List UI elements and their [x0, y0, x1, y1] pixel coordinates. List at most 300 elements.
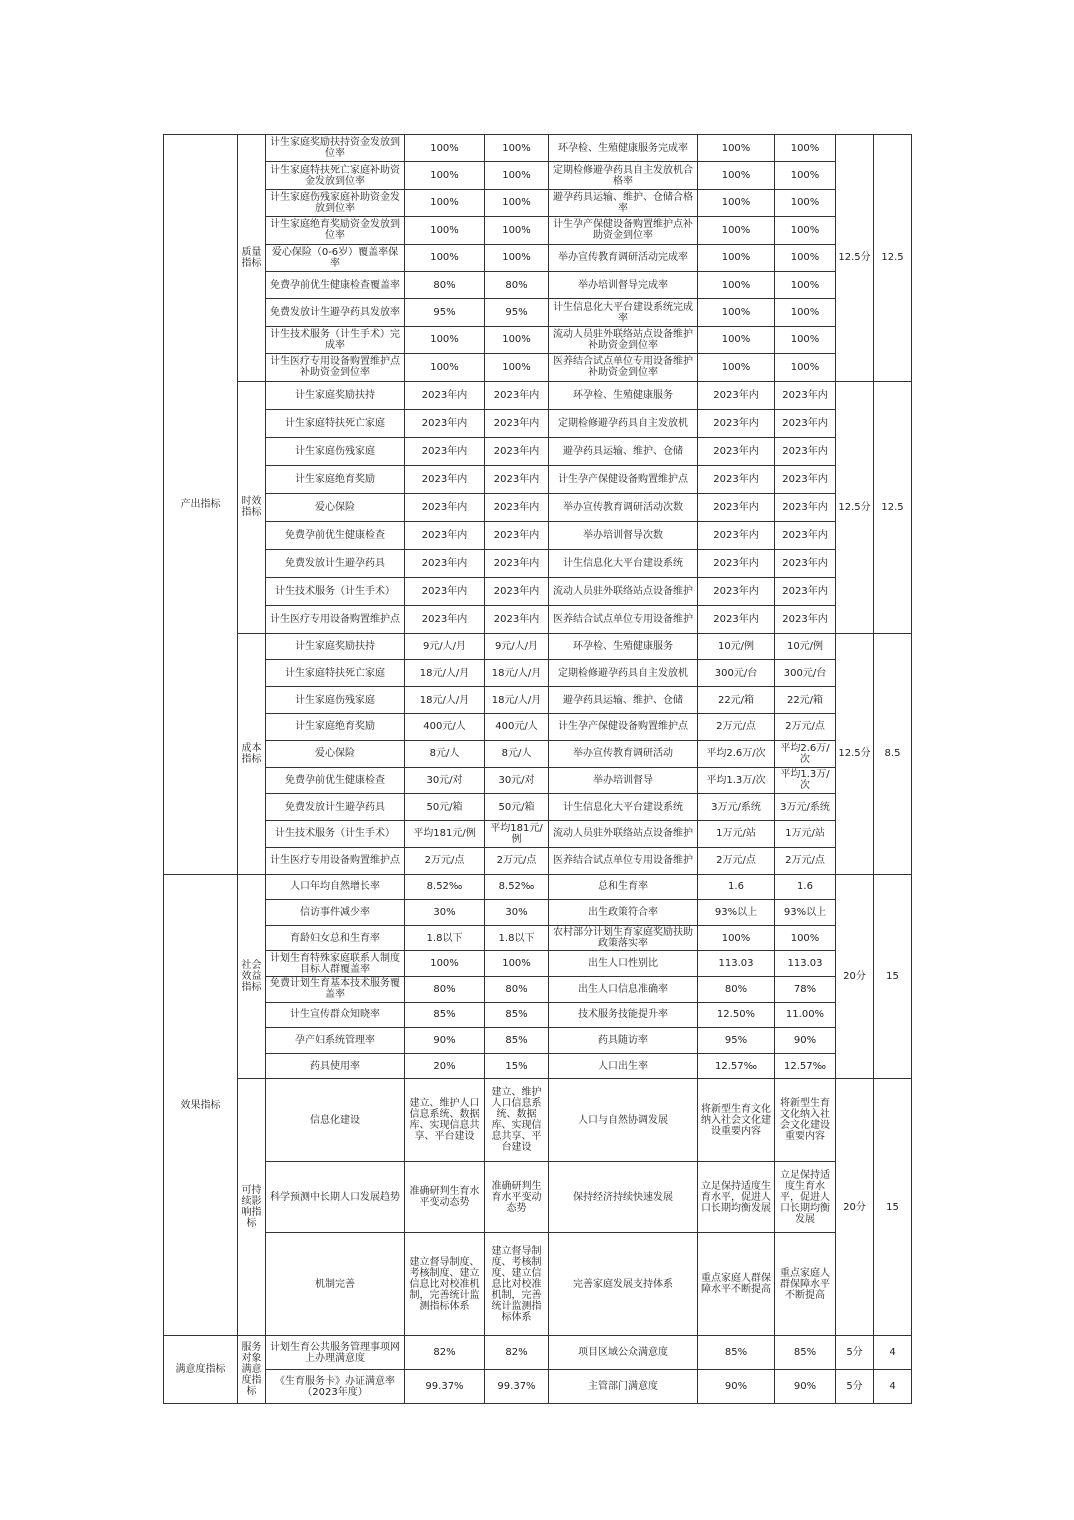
- table-row: [164, 687, 912, 714]
- indicator-name: 环孕检、生殖健康服务: [549, 633, 698, 660]
- actual-value: 100%: [775, 217, 836, 244]
- actual-value: 2023年内: [775, 493, 836, 521]
- actual-value: 100%: [485, 951, 549, 977]
- indicator-name: 计生家庭绝育奖励: [266, 465, 405, 493]
- indicator-name: 举办培训督导次数: [549, 521, 698, 549]
- indicator-name: 育龄妇女总和生育率: [266, 925, 405, 951]
- weight-score: 5分: [836, 1370, 874, 1404]
- table-row: [164, 660, 912, 687]
- target-value: 2023年内: [698, 549, 775, 577]
- actual-value: 22元/箱: [775, 687, 836, 714]
- actual-value: 100%: [485, 326, 549, 353]
- actual-value: 100%: [775, 162, 836, 189]
- target-value: 93%以上: [698, 900, 775, 926]
- actual-value: 1万元/站: [775, 821, 836, 848]
- table-row: [164, 767, 912, 794]
- actual-value: 2万元/点: [775, 847, 836, 874]
- target-value: 2023年内: [405, 465, 485, 493]
- actual-value: 100%: [485, 135, 549, 162]
- actual-value: 15%: [485, 1053, 549, 1079]
- table-row: [164, 271, 912, 298]
- weight-score: 12.5分: [836, 135, 874, 382]
- actual-value: 90%: [775, 1028, 836, 1054]
- target-value: 2023年内: [405, 605, 485, 633]
- indicator-name: 出生人口信息准确率: [549, 977, 698, 1003]
- indicator-name: 计生孕产保健设备购置维护点: [549, 713, 698, 740]
- indicator-name: 保持经济持续快速发展: [549, 1162, 698, 1233]
- target-value: 85%: [405, 1002, 485, 1028]
- actual-value: 30%: [485, 900, 549, 926]
- indicator-name: 爱心保险: [266, 493, 405, 521]
- target-value: 100%: [405, 326, 485, 353]
- table-row: [164, 821, 912, 848]
- indicator-name: 药具使用率: [266, 1053, 405, 1079]
- actual-value: 8.52‰: [485, 874, 549, 900]
- target-value: 30%: [405, 900, 485, 926]
- indicator-name: 流动人员驻外联络站点设备维护补助资金到位率: [549, 326, 698, 353]
- target-value: 95%: [698, 1028, 775, 1054]
- indicator-name: 药具随访率: [549, 1028, 698, 1054]
- indicator-name: 计生信息化大平台建设系统: [549, 549, 698, 577]
- indicator-name: 计生家庭奖励扶持: [266, 633, 405, 660]
- target-value: 2023年内: [405, 549, 485, 577]
- indicator-name: 计生家庭伤残家庭: [266, 437, 405, 465]
- actual-value: 85%: [775, 1336, 836, 1370]
- weight-score: 12.5分: [836, 381, 874, 633]
- indicator-name: 总和生育率: [549, 874, 698, 900]
- table-row: [164, 1028, 912, 1054]
- actual-value: 平均181元/例: [485, 821, 549, 848]
- target-value: 2023年内: [405, 577, 485, 605]
- indicator-name: 计生家庭伤残家庭: [266, 687, 405, 714]
- actual-value: 99.37%: [485, 1370, 549, 1404]
- target-value: 2万元/点: [405, 847, 485, 874]
- actual-value: 18元/人/月: [485, 660, 549, 687]
- target-value: 95%: [405, 299, 485, 326]
- level1-indicator: 效果指标: [164, 874, 238, 1336]
- target-value: 2023年内: [698, 577, 775, 605]
- table-row: [164, 925, 912, 951]
- indicator-name: 免费孕前优生健康检查覆盖率: [266, 271, 405, 298]
- indicator-name: 免费孕前优生健康检查: [266, 521, 405, 549]
- indicator-name: 计生孕产保健设备购置维护点补助资金到位率: [549, 217, 698, 244]
- actual-value: 90%: [775, 1370, 836, 1404]
- target-value: 将新型生育文化纳入社会文化建设重要内容: [698, 1079, 775, 1162]
- table-row: [164, 189, 912, 216]
- table-row: [164, 847, 912, 874]
- indicator-name: 定期检修避孕药具自主发放机合格率: [549, 162, 698, 189]
- table-row: [164, 354, 912, 381]
- target-value: 2023年内: [405, 409, 485, 437]
- indicator-name: 免费发放计生避孕药具: [266, 794, 405, 821]
- target-value: 8元/人: [405, 740, 485, 767]
- target-value: 100%: [698, 162, 775, 189]
- table-row: [164, 135, 912, 162]
- actual-value: 8元/人: [485, 740, 549, 767]
- target-value: 100%: [698, 354, 775, 381]
- target-value: 2023年内: [405, 381, 485, 409]
- actual-value: 2023年内: [485, 409, 549, 437]
- actual-value: 2023年内: [775, 605, 836, 633]
- indicator-name: 农村部分计划生育家庭奖励扶助政策落实率: [549, 925, 698, 951]
- table-row: [164, 577, 912, 605]
- performance-indicator-table: [163, 134, 912, 1404]
- target-value: 100%: [405, 217, 485, 244]
- level2-indicator: 成本指标: [238, 633, 266, 874]
- target-value: 12.57‰: [698, 1053, 775, 1079]
- indicator-name: 出生人口性别比: [549, 951, 698, 977]
- table-row: [164, 713, 912, 740]
- indicator-name: 计生医疗专用设备购置维护点: [266, 605, 405, 633]
- target-value: 2023年内: [698, 409, 775, 437]
- target-value: 2万元/点: [698, 847, 775, 874]
- target-value: 85%: [698, 1336, 775, 1370]
- target-value: 100%: [405, 244, 485, 271]
- actual-value: 100%: [775, 299, 836, 326]
- indicator-name: 计生医疗专用设备购置维护点: [266, 847, 405, 874]
- actual-value: 400元/人: [485, 713, 549, 740]
- table-row: [164, 326, 912, 353]
- indicator-name: 孕产妇系统管理率: [266, 1028, 405, 1054]
- indicator-name: 避孕药具运输、维护、仓储合格率: [549, 189, 698, 216]
- actual-value: 1.8以下: [485, 925, 549, 951]
- actual-value: 2023年内: [775, 381, 836, 409]
- target-value: 2023年内: [405, 437, 485, 465]
- target-value: 400元/人: [405, 713, 485, 740]
- indicator-name: 计生家庭绝育奖励: [266, 713, 405, 740]
- indicator-name: 免费计划生育基本技术服务覆盖率: [266, 977, 405, 1003]
- indicator-name: 计生家庭绝育奖励资金发放到位率: [266, 217, 405, 244]
- target-value: 100%: [405, 354, 485, 381]
- target-value: 12.50%: [698, 1002, 775, 1028]
- indicator-name: 计生家庭特扶死亡家庭补助资金发放到位率: [266, 162, 405, 189]
- target-value: 22元/箱: [698, 687, 775, 714]
- actual-score: 12.5: [874, 381, 912, 633]
- indicator-name: 项目区域公众满意度: [549, 1336, 698, 1370]
- indicator-name: 爱心保险（0-6岁）覆盖率保率: [266, 244, 405, 271]
- target-value: 100%: [405, 135, 485, 162]
- indicator-name: 免费孕前优生健康检查: [266, 767, 405, 794]
- target-value: 300元/台: [698, 660, 775, 687]
- target-value: 8.52‰: [405, 874, 485, 900]
- indicator-name: 举办培训督导: [549, 767, 698, 794]
- actual-value: 85%: [485, 1028, 549, 1054]
- indicator-name: 完善家庭发展支持体系: [549, 1233, 698, 1336]
- target-value: 30元/对: [405, 767, 485, 794]
- indicator-name: 主管部门满意度: [549, 1370, 698, 1404]
- table-row: [164, 465, 912, 493]
- weight-score: 5分: [836, 1336, 874, 1370]
- actual-value: 100%: [775, 326, 836, 353]
- table-row: [164, 874, 912, 900]
- indicator-name: 免费发放计生避孕药具: [266, 549, 405, 577]
- indicator-name: 计生家庭奖励扶持: [266, 381, 405, 409]
- table-row: [164, 900, 912, 926]
- actual-value: 1.6: [775, 874, 836, 900]
- actual-value: 2万元/点: [485, 847, 549, 874]
- target-value: 99.37%: [405, 1370, 485, 1404]
- weight-score: 20分: [836, 874, 874, 1079]
- actual-value: 2023年内: [485, 493, 549, 521]
- level1-indicator: 产出指标: [164, 135, 238, 875]
- target-value: 20%: [405, 1053, 485, 1079]
- table-row: [164, 299, 912, 326]
- target-value: 100%: [405, 162, 485, 189]
- indicator-name: 医养结合试点单位专用设备维护补助资金到位率: [549, 354, 698, 381]
- actual-value: 95%: [485, 299, 549, 326]
- indicator-name: 人口与自然协调发展: [549, 1079, 698, 1162]
- target-value: 平均181元/例: [405, 821, 485, 848]
- actual-value: 2023年内: [485, 437, 549, 465]
- target-value: 2023年内: [698, 381, 775, 409]
- indicator-name: 人口年均自然增长率: [266, 874, 405, 900]
- actual-value: 100%: [485, 217, 549, 244]
- actual-value: 80%: [485, 271, 549, 298]
- table-row: [164, 605, 912, 633]
- target-value: 100%: [698, 925, 775, 951]
- target-value: 10元/例: [698, 633, 775, 660]
- actual-value: 50元/箱: [485, 794, 549, 821]
- table-row: [164, 1162, 912, 1233]
- target-value: 建立督导制度、考核制度、建立信息比对校准机制，完善统计监测指标体系: [405, 1233, 485, 1336]
- target-value: 平均2.6万/次: [698, 740, 775, 767]
- indicator-name: 免费发放计生避孕药具发放率: [266, 299, 405, 326]
- target-value: 100%: [698, 135, 775, 162]
- target-value: 1.8以下: [405, 925, 485, 951]
- actual-value: 100%: [485, 244, 549, 271]
- actual-value: 9元/人/月: [485, 633, 549, 660]
- indicator-name: 计生家庭特扶死亡家庭: [266, 409, 405, 437]
- target-value: 2023年内: [698, 437, 775, 465]
- indicator-name: 举办培训督导完成率: [549, 271, 698, 298]
- indicator-name: 计生信息化大平台建设系统完成率: [549, 299, 698, 326]
- table-row: [164, 1053, 912, 1079]
- target-value: 100%: [698, 326, 775, 353]
- actual-value: 100%: [775, 244, 836, 271]
- indicator-name: 环孕检、生殖健康服务完成率: [549, 135, 698, 162]
- actual-value: 113.03: [775, 951, 836, 977]
- actual-value: 将新型生育文化纳入社会文化建设重要内容: [775, 1079, 836, 1162]
- actual-value: 93%以上: [775, 900, 836, 926]
- indicator-name: 举办宣传教育调研活动次数: [549, 493, 698, 521]
- actual-value: 18元/人/月: [485, 687, 549, 714]
- target-value: 100%: [405, 951, 485, 977]
- indicator-name: 计生家庭特扶死亡家庭: [266, 660, 405, 687]
- target-value: 100%: [405, 189, 485, 216]
- table-row: [164, 437, 912, 465]
- indicator-name: 计生技术服务（计生手术）完成率: [266, 326, 405, 353]
- table-row: [164, 521, 912, 549]
- table-row: [164, 1079, 912, 1162]
- target-value: 80%: [698, 977, 775, 1003]
- indicator-name: 环孕检、生殖健康服务: [549, 381, 698, 409]
- actual-value: 2023年内: [775, 465, 836, 493]
- actual-value: 300元/台: [775, 660, 836, 687]
- actual-value: 100%: [485, 354, 549, 381]
- indicator-name: 举办宣传教育调研活动: [549, 740, 698, 767]
- actual-value: 10元/例: [775, 633, 836, 660]
- target-value: 18元/人/月: [405, 660, 485, 687]
- table-row: [164, 381, 912, 409]
- target-value: 100%: [698, 244, 775, 271]
- actual-value: 100%: [485, 162, 549, 189]
- actual-value: 100%: [775, 135, 836, 162]
- indicator-name: 信息化建设: [266, 1079, 405, 1162]
- actual-value: 2023年内: [775, 437, 836, 465]
- table-row: [164, 217, 912, 244]
- target-value: 90%: [698, 1370, 775, 1404]
- target-value: 2万元/点: [698, 713, 775, 740]
- target-value: 50元/箱: [405, 794, 485, 821]
- indicator-name: 计生孕产保健设备购置维护点: [549, 465, 698, 493]
- indicator-name: 流动人员驻外联络站点设备维护: [549, 577, 698, 605]
- actual-score: 4: [874, 1370, 912, 1404]
- actual-value: 平均2.6万/次: [775, 740, 836, 767]
- target-value: 3万元/系统: [698, 794, 775, 821]
- actual-value: 100%: [775, 354, 836, 381]
- indicator-name: 定期检修避孕药具自主发放机: [549, 409, 698, 437]
- indicator-name: 科学预测中长期人口发展趋势: [266, 1162, 405, 1233]
- actual-value: 82%: [485, 1336, 549, 1370]
- target-value: 2023年内: [698, 465, 775, 493]
- table-row: [164, 244, 912, 271]
- actual-value: 平均1.3万/次: [775, 767, 836, 794]
- actual-score: 4: [874, 1336, 912, 1370]
- actual-value: 重点家庭人群保障水平不断提高: [775, 1233, 836, 1336]
- target-value: 重点家庭人群保障水平不断提高: [698, 1233, 775, 1336]
- actual-value: 2023年内: [485, 549, 549, 577]
- target-value: 80%: [405, 271, 485, 298]
- target-value: 立足保持适度生育水平，促进人口长期均衡发展: [698, 1162, 775, 1233]
- actual-value: 2023年内: [775, 577, 836, 605]
- actual-value: 100%: [485, 189, 549, 216]
- level2-indicator: 服务对象满意度指标: [238, 1336, 266, 1404]
- table-row: [164, 740, 912, 767]
- weight-score: 12.5分: [836, 633, 874, 874]
- indicator-name: 爱心保险: [266, 740, 405, 767]
- indicator-name: 定期检修避孕药具自主发放机: [549, 660, 698, 687]
- actual-score: 15: [874, 874, 912, 1079]
- level2-indicator: 社会效益指标: [238, 874, 266, 1079]
- actual-value: 2023年内: [485, 605, 549, 633]
- weight-score: 20分: [836, 1079, 874, 1336]
- table-row: [164, 1336, 912, 1370]
- table-body: [164, 135, 912, 1404]
- actual-value: 2023年内: [485, 577, 549, 605]
- indicator-name: 举办宣传教育调研活动完成率: [549, 244, 698, 271]
- actual-value: 30元/对: [485, 767, 549, 794]
- target-value: 100%: [698, 217, 775, 244]
- target-value: 9元/人/月: [405, 633, 485, 660]
- level2-indicator: 时效指标: [238, 381, 266, 633]
- target-value: 80%: [405, 977, 485, 1003]
- actual-value: 立足保持适度生育水平，促进人口长期均衡发展: [775, 1162, 836, 1233]
- indicator-name: 人口出生率: [549, 1053, 698, 1079]
- indicator-name: 技术服务技能提升率: [549, 1002, 698, 1028]
- target-value: 建立、维护人口信息系统、数据库、实现信息共享、平台建设: [405, 1079, 485, 1162]
- table-row: [164, 794, 912, 821]
- target-value: 100%: [698, 189, 775, 216]
- table-row: [164, 1233, 912, 1336]
- target-value: 2023年内: [405, 493, 485, 521]
- actual-value: 2023年内: [775, 521, 836, 549]
- actual-value: 2万元/点: [775, 713, 836, 740]
- actual-value: 2023年内: [775, 409, 836, 437]
- target-value: 2023年内: [698, 493, 775, 521]
- target-value: 82%: [405, 1336, 485, 1370]
- target-value: 2023年内: [698, 521, 775, 549]
- table-row: [164, 951, 912, 977]
- target-value: 90%: [405, 1028, 485, 1054]
- actual-score: 8.5: [874, 633, 912, 874]
- table-row: [164, 493, 912, 521]
- table-row: [164, 162, 912, 189]
- indicator-name: 医养结合试点单位专用设备维护: [549, 847, 698, 874]
- actual-value: 100%: [775, 271, 836, 298]
- target-value: 1万元/站: [698, 821, 775, 848]
- actual-value: 准确研判生育水平变动态势: [485, 1162, 549, 1233]
- indicator-name: 流动人员驻外联络站点设备维护: [549, 821, 698, 848]
- target-value: 2023年内: [698, 605, 775, 633]
- actual-score: 15: [874, 1079, 912, 1336]
- target-value: 2023年内: [405, 521, 485, 549]
- indicator-name: 避孕药具运输、维护、仓储: [549, 687, 698, 714]
- table-row: [164, 409, 912, 437]
- target-value: 113.03: [698, 951, 775, 977]
- actual-value: 建立、维护人口信息系统、数据库、实现信息共享、平台建设: [485, 1079, 549, 1162]
- actual-value: 85%: [485, 1002, 549, 1028]
- actual-value: 2023年内: [775, 549, 836, 577]
- indicator-name: 计划生育特殊家庭联系人制度目标人群覆盖率: [266, 951, 405, 977]
- table-row: [164, 1370, 912, 1404]
- target-value: 1.6: [698, 874, 775, 900]
- actual-value: 2023年内: [485, 381, 549, 409]
- indicator-name: 出生政策符合率: [549, 900, 698, 926]
- actual-value: 2023年内: [485, 465, 549, 493]
- actual-score: 12.5: [874, 135, 912, 382]
- table-row: [164, 977, 912, 1003]
- table-row: [164, 1002, 912, 1028]
- table-row: [164, 633, 912, 660]
- actual-value: 100%: [775, 925, 836, 951]
- indicator-name: 计生家庭奖励扶持资金发放到位率: [266, 135, 405, 162]
- target-value: 平均1.3万/次: [698, 767, 775, 794]
- actual-value: 11.00%: [775, 1002, 836, 1028]
- indicator-name: 避孕药具运输、维护、仓储: [549, 437, 698, 465]
- indicator-name: 计生技术服务（计生手术）: [266, 821, 405, 848]
- table-row: [164, 549, 912, 577]
- indicator-name: 《生育服务卡》办证满意率（2023年度）: [266, 1370, 405, 1404]
- actual-value: 100%: [775, 189, 836, 216]
- actual-value: 建立督导制度、考核制度、建立信息比对校准机制，完善统计监测指标体系: [485, 1233, 549, 1336]
- indicator-name: 计生家庭伤残家庭补助资金发放到位率: [266, 189, 405, 216]
- level2-indicator: 可持续影响指标: [238, 1079, 266, 1336]
- target-value: 准确研判生育水平变动态势: [405, 1162, 485, 1233]
- indicator-name: 计生信息化大平台建设系统: [549, 794, 698, 821]
- indicator-name: 医养结合试点单位专用设备维护: [549, 605, 698, 633]
- target-value: 18元/人/月: [405, 687, 485, 714]
- actual-value: 80%: [485, 977, 549, 1003]
- indicator-name: 计生宣传群众知晓率: [266, 1002, 405, 1028]
- target-value: 100%: [698, 271, 775, 298]
- indicator-name: 计生医疗专用设备购置维护点补助资金到位率: [266, 354, 405, 381]
- level1-indicator: 满意度指标: [164, 1336, 238, 1404]
- indicator-name: 计生技术服务（计生手术）: [266, 577, 405, 605]
- indicator-name: 信访事件减少率: [266, 900, 405, 926]
- indicator-name: 机制完善: [266, 1233, 405, 1336]
- actual-value: 2023年内: [485, 521, 549, 549]
- actual-value: 3万元/系统: [775, 794, 836, 821]
